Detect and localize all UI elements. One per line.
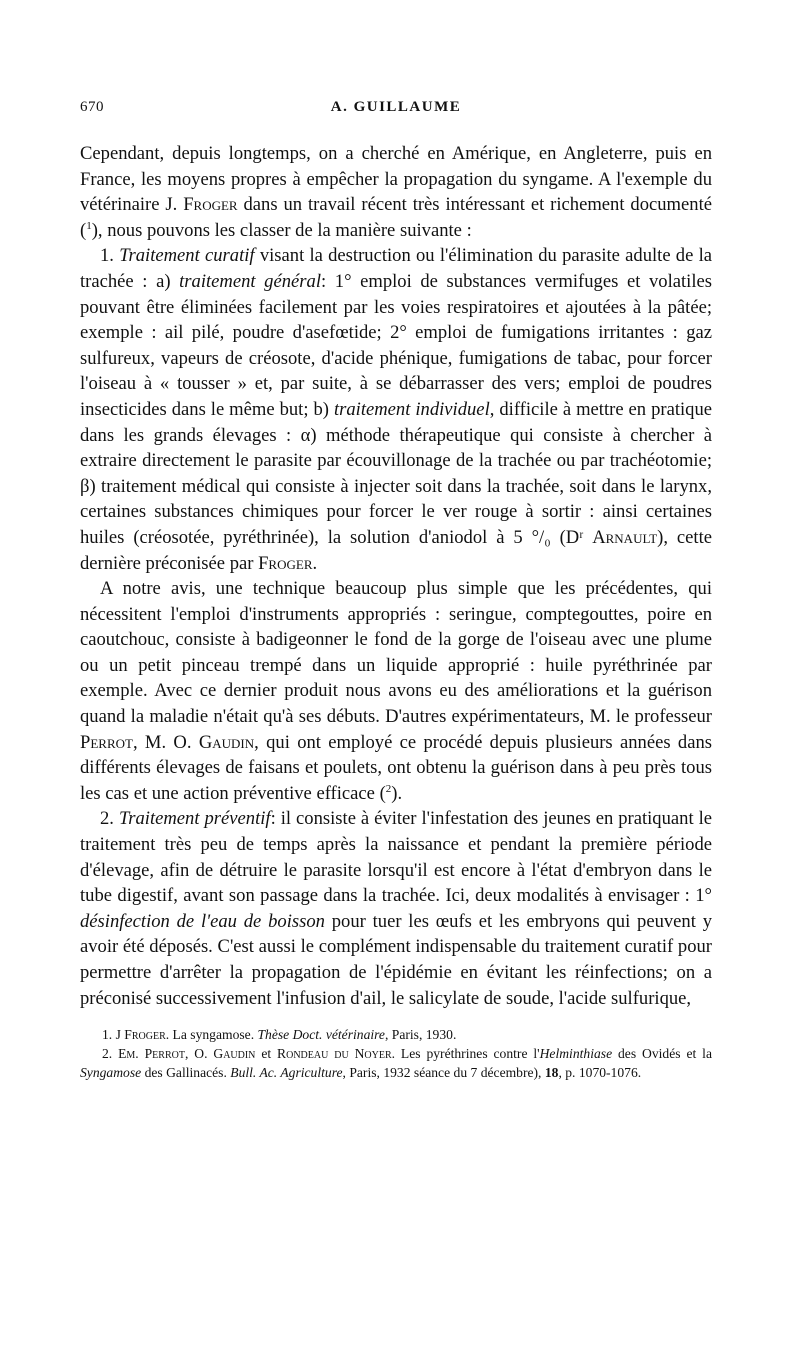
text-run: des Gallinacés. [141, 1065, 231, 1081]
paragraph-4 [80, 806, 712, 1011]
text-run: A notre avis, une technique beaucoup plus simple que les précédentes, qui nécessitent l'emploi d'instruments appropriés : seringue, comptegouttes, poire en caoutchouc, consiste à badigeonner le fond de la gorge de l'oiseau avec une plume ou un petit pinceau trempé dans un liquide approprié : huile pyréthrinée par exemple. Avec ce dernier produit nous avons eu des améliorations et la guérison quand la maladie n'était qu'à ses débuts. D'autres expérimentateurs, M. le professeur [80, 578, 712, 728]
italic-term: traitement individuel [333, 398, 490, 420]
footnote-1 [80, 1025, 712, 1044]
text-run: ), cette dernière préconisée par [80, 526, 712, 574]
author-name: Froger [124, 1027, 166, 1043]
footnote-ref[interactable]: 1 [86, 219, 92, 232]
footnote-ref[interactable]: 2 [385, 782, 392, 795]
paragraph-2 [80, 243, 712, 576]
text-run: 1. [100, 245, 120, 267]
italic-term: Syngamose [80, 1065, 142, 1081]
paragraph-3 [80, 576, 712, 806]
page [80, 95, 712, 1082]
text-run: , qui ont employé ce procédé depuis plusieurs années dans différents élevages de faisans et poulets, ont obtenu la guérison dans à peu près tous les cas et une action préventive efficace ( [80, 731, 712, 804]
text-run: des Ovidés et la [612, 1046, 712, 1062]
text-run: , M. O. [132, 731, 199, 753]
text-run: 2. [102, 1046, 119, 1062]
text-run: et [255, 1046, 278, 1062]
italic-term: Bull. Ac. Agriculture [230, 1065, 343, 1081]
text-run: . [312, 552, 318, 574]
text-run: . Les pyréthrines contre l' [391, 1046, 540, 1062]
author-name: Froger [258, 552, 313, 574]
text-run: : 1° emploi de substances vermifuges et volatiles pouvant être éliminées facilement par les voies respiratoires et ajoutées à la pâtée; exemple : ail pilé, poudre d'asefœtide; 2° emploi de fumigations irritantes : gaz sulfureux, vapeurs de créosote, d'acide phénique, fumigations de tabac, pour forcer l'oiseau à « tousser » et, par suite, à se débarrasser des vers; emploi de poudres insecticides dans le même but; b) [80, 270, 712, 420]
author-name: Arnault [592, 526, 658, 548]
author-name: Gaudin [198, 731, 255, 753]
author-name: Rondeau du Noyer [277, 1046, 392, 1062]
text-run: , p. 1070-1076. [558, 1065, 642, 1081]
text-run: Cependant, depuis longtemps, on a cherché en Amérique, en Angleterre, puis en France, les moyens propres à empêcher la propagation du syngame. A l'exemple du vétérinaire J. [80, 143, 712, 216]
text-run: . La syngamose. [165, 1027, 258, 1043]
text-run: , O. [184, 1046, 214, 1062]
italic-term: Thèse Doct. vétérinaire [257, 1027, 385, 1043]
footnotes [80, 1025, 712, 1082]
italic-term: désinfection de l'eau de boisson [80, 910, 325, 932]
italic-term: traitement général [179, 270, 321, 292]
text-run: visant la destruction ou l'élimination du parasite adulte de la trachée : a) [80, 245, 713, 292]
text-run: ), nous pouvons les classer de la manière suivante : [91, 219, 472, 241]
text-run: , difficile à mettre en pratique dans les grands élevages : α) méthode thérapeutique qui consiste à chercher à extraire directement le parasite par écouvillonage de la trachée ou par trachéotomie; β) traitement médical qui consiste à injecter soit dans la trachée, soit dans le larynx, certaines substances chimiques pour forcer le ver rouge à sortir : ainsi certaines huiles (créosotée, pyréthrinée), la solution d'aniodol à 5 °/₀ (Dʳ [80, 398, 713, 548]
volume-number: 18 [544, 1065, 559, 1081]
author-name: Froger [183, 194, 238, 216]
italic-term: Traitement curatif [119, 245, 255, 267]
author-name: Perrot [80, 731, 133, 753]
running-head [80, 95, 712, 119]
text-run: dans un travail récent très intéressant et richement documenté ( [80, 194, 712, 241]
italic-term: Traitement préventif [118, 808, 271, 830]
body-text [80, 141, 712, 1011]
text-run: 1. J [102, 1027, 125, 1043]
text-run: : il consiste à éviter l'infestation des jeunes en pratiquant le traitement très peu de temps après la naissance et pendant la première période d'élevage, afin de détruire le parasite lorsqu'il est encore à l'état d'embryon dans le tube digestif, avant son passage dans la trachée. Ici, deux modalités à envisager : 1° [80, 808, 713, 907]
text-run: , Paris, 1930. [384, 1027, 457, 1043]
footnote-2 [80, 1044, 712, 1082]
text-run: 2. [100, 808, 119, 830]
text-run: , Paris, 1932 séance du 7 décembre), [342, 1065, 545, 1081]
running-title: A. GUILLAUME [330, 99, 462, 115]
text-run: pour tuer les œufs et les embryons qui peuvent y avoir été déposés. C'est aussi le complément indispensable du traitement curatif pour permettre d'arrêter la propagation de l'épidémie en évitant les réinfections; on a préconisé successivement l'infusion d'ail, le salicylate de soude, l'acide sulfurique, [80, 910, 712, 1009]
paragraph-1 [80, 141, 712, 243]
page-number: 670 [80, 99, 104, 115]
italic-term: Helminthiase [539, 1046, 613, 1062]
author-name: Em. Perrot [118, 1046, 185, 1062]
text-run: ). [391, 782, 403, 804]
author-name: Gaudin [213, 1046, 256, 1062]
